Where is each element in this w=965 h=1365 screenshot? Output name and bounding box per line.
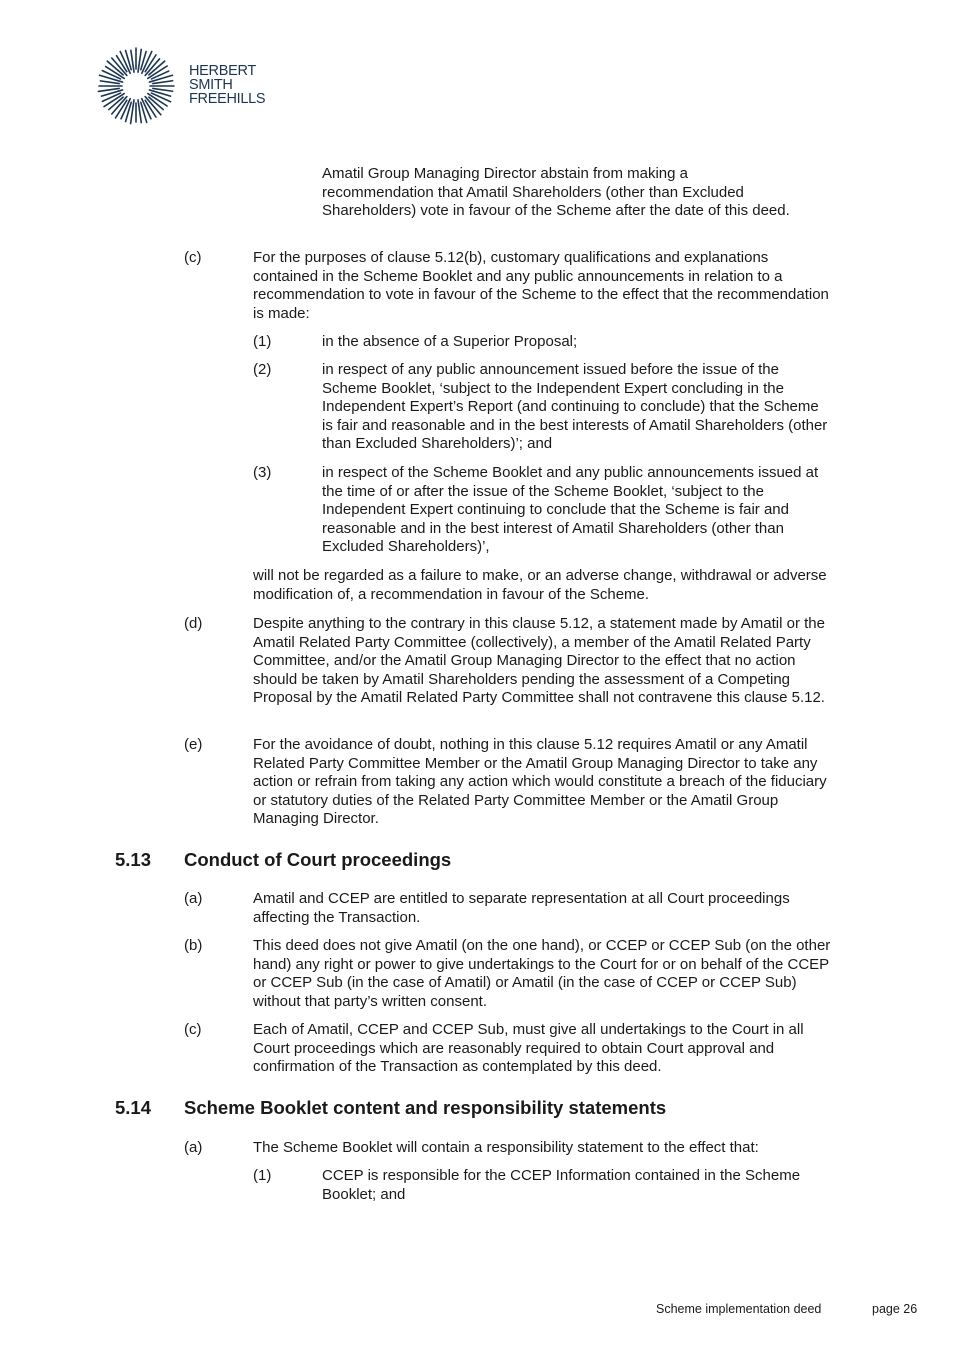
clause-d-label: (d) xyxy=(184,615,203,632)
clause-c-text: For the purposes of clause 5.12(b), customary qualifications and explanations contained in the Scheme Booklet and any public announcements in relation to a recommendation to vote in favour of the Scheme to the effect that the recommendation is made: xyxy=(253,249,829,322)
s513-a-text: Amatil and CCEP are entitled to separate representation at all Court proceedings affecting the Transaction. xyxy=(253,890,790,926)
clause-c-trailing-text: will not be regarded as a failure to make, or an adverse change, withdrawal or adverse modification of, a recommendation in favour of the Scheme. xyxy=(253,567,827,603)
footer-document-title: Scheme implementation deed xyxy=(656,1302,822,1316)
logo-line-2: SMITH xyxy=(189,77,233,93)
clause-d-text: Despite anything to the contrary in this clause 5.12, a statement made by Amatil or the Amatil Related Party Committee (collectively), a member of the Amatil Related Party Committee, and/or the Amatil Group Managing Director to the effect that no action should be taken by Amatil Shareholders pending the assessment of a Competing Proposal by the Amatil Related Party Committee shall not contravene this clause 5.12. xyxy=(253,615,825,707)
clause-c2-text: in respect of any public announcement issued before the issue of the Scheme Booklet, ‘subject to the Independent Expert concluding in the Independent Expert’s Report (and continuing to conclude) that the Scheme is fair and reasonable and in the best interests of Amatil Shareholders (other than Excluded Shareholders)’; and xyxy=(322,361,828,453)
s513-b-text: This deed does not give Amatil (on the one hand), or CCEP or CCEP Sub (on the other hand) any right or power to give undertakings to the Court for or on behalf of the CCEP or CCEP Sub (in the case of Amatil) or Amatil (in the case of CCEP or CCEP Sub) without that party’s written consent. xyxy=(253,937,831,1010)
footer-page-number: page 26 xyxy=(872,1302,918,1316)
clause-c1-text: in the absence of a Superior Proposal; xyxy=(322,333,578,350)
s514-a1-text: CCEP is responsible for the CCEP Information contained in the Scheme Booklet; and xyxy=(322,1167,801,1203)
s513-c-label: (c) xyxy=(184,1021,202,1038)
s513-b-label: (b) xyxy=(184,937,203,954)
section-5-13-title: Conduct of Court proceedings xyxy=(184,849,452,870)
logo-wordmark xyxy=(189,64,265,106)
section-5-13-number: 5.13 xyxy=(115,849,152,870)
clause-c3-label: (3) xyxy=(253,464,272,481)
clause-c3-text: in respect of the Scheme Booklet and any public announcements issued at the time of or after the issue of the Scheme Booklet, ‘subject to the Independent Expert continuing to conclude that the Scheme is fair and reasonable and in the best interest of Amatil Shareholders (other than Excluded Shareholders)’, xyxy=(322,464,819,556)
firm-logo xyxy=(96,46,286,126)
clause-e-text: For the avoidance of doubt, nothing in this clause 5.12 requires Amatil or any Amatil Related Party Committee Member or the Amatil Group Managing Director to take any action or refrain from taking any action which would constitute a breach of the fiduciary or statutory duties of the Related Party Committee Member or the Amatil Group Managing Director. xyxy=(253,736,827,828)
clause-c2-label: (2) xyxy=(253,361,272,378)
s513-c-text: Each of Amatil, CCEP and CCEP Sub, must give all undertakings to the Court in all Court proceedings which are reasonably required to obtain Court approval and confirmation of the Transaction as contemplated by this deed. xyxy=(253,1021,804,1076)
section-5-14-number: 5.14 xyxy=(115,1097,152,1118)
clause-c-label: (c) xyxy=(184,249,202,266)
logo-line-1: HERBERT xyxy=(189,63,256,79)
continued-paragraph: Amatil Group Managing Director abstain from making a recommendation that Amatil Shareholders (other than Excluded Shareholders) vote in favour of the Scheme after the date of this deed. xyxy=(322,165,790,220)
section-5-14-title: Scheme Booklet content and responsibility statements xyxy=(184,1097,667,1118)
s513-a-label: (a) xyxy=(184,890,203,907)
sunburst-logo-icon xyxy=(96,46,176,126)
logo-line-3: FREEHILLS xyxy=(189,91,266,107)
s514-a-label: (a) xyxy=(184,1139,203,1156)
clause-e-label: (e) xyxy=(184,736,203,753)
s514-a-text: The Scheme Booklet will contain a responsibility statement to the effect that: xyxy=(253,1139,759,1156)
clause-c1-label: (1) xyxy=(253,333,272,350)
s514-a1-label: (1) xyxy=(253,1167,272,1184)
